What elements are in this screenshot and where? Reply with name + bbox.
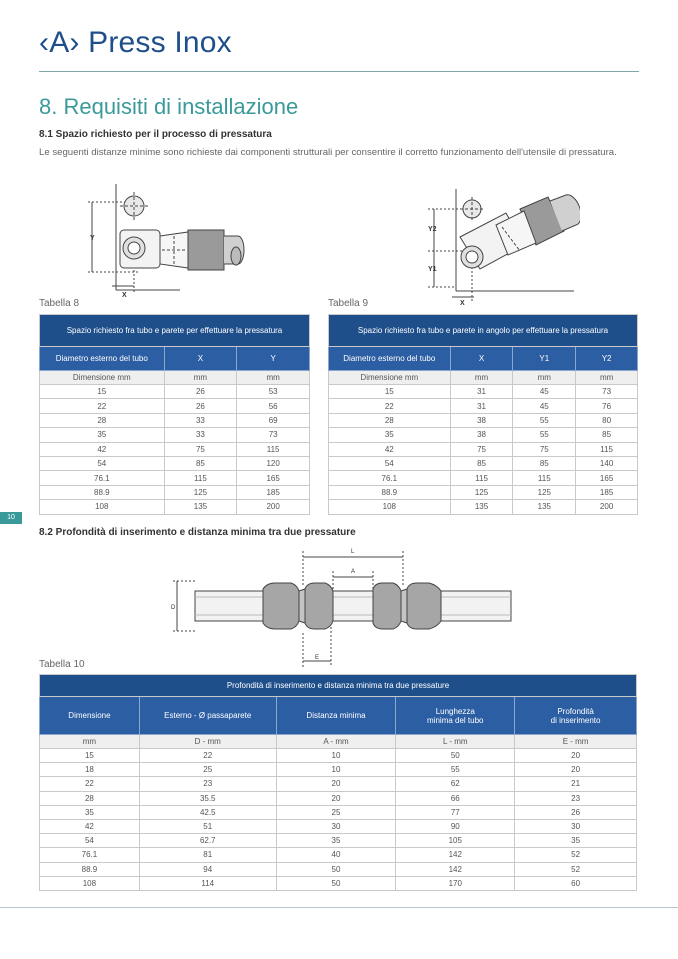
table-cell: 22 (40, 399, 165, 413)
table-cell: 45 (513, 399, 576, 413)
table-row (40, 500, 310, 514)
table-cell: 28 (40, 413, 165, 427)
table9 (328, 314, 638, 515)
table-cell: 114 (139, 876, 276, 890)
table-row (40, 805, 637, 819)
table-cell: 88.9 (40, 485, 165, 499)
table-cell: 20 (276, 777, 396, 791)
table-cell: 54 (40, 834, 140, 848)
table-row (40, 456, 310, 470)
table-cell: 120 (237, 456, 310, 470)
label-a: A (351, 569, 356, 575)
table-cell: 105 (396, 834, 515, 848)
table-cell: 33 (164, 413, 237, 427)
table-cell: 31 (450, 385, 513, 399)
table-row (329, 428, 638, 442)
table-cell: 77 (396, 805, 515, 819)
table-cell: 28 (40, 791, 140, 805)
table-row (40, 791, 637, 805)
table9-unit: Dimensione mm (329, 371, 451, 385)
table-cell: 115 (576, 442, 638, 456)
table-cell: 50 (276, 862, 396, 876)
table-cell: 200 (576, 500, 638, 514)
table-cell: 66 (396, 791, 515, 805)
table-row (40, 485, 310, 499)
table-row (329, 413, 638, 427)
table10-header-min-distance: Distanza minima (276, 697, 396, 735)
table-cell: 35.5 (139, 791, 276, 805)
table-cell: 45 (513, 385, 576, 399)
table10-unit: L - mm (396, 735, 515, 749)
table-cell: 10 (276, 749, 396, 763)
table10-header-min-length: Lunghezza minima del tubo (396, 697, 515, 735)
table-cell: 94 (139, 862, 276, 876)
table-cell: 69 (237, 413, 310, 427)
table-cell: 35 (329, 428, 451, 442)
table-cell: 135 (164, 500, 237, 514)
table9-header-diameter: Diametro esterno del tubo (329, 347, 451, 371)
table-row (40, 399, 310, 413)
table-cell: 90 (396, 819, 515, 833)
table-cell: 60 (515, 876, 637, 890)
table9-caption: Tabella 9 (328, 298, 369, 309)
table-row (40, 834, 637, 848)
table-cell: 22 (40, 777, 140, 791)
table10-title: Profondità di inserimento e distanza minima tra due pressature (40, 675, 637, 697)
table-cell: 35 (276, 834, 396, 848)
table-cell: 55 (396, 763, 515, 777)
table10-caption: Tabella 10 (39, 659, 85, 670)
table-cell: 54 (40, 456, 165, 470)
diagram-corner-clearance (420, 185, 580, 307)
table-cell: 115 (164, 471, 237, 485)
table-cell: 80 (576, 413, 638, 427)
table-cell: 22 (329, 399, 451, 413)
table9-unit: mm (450, 371, 513, 385)
table10-header-dimension: Dimensione (40, 697, 140, 735)
table9-title: Spazio richiesto fra tubo e parete in angolo per effettuare la pressatura (329, 315, 638, 347)
table-row (329, 471, 638, 485)
table-cell: 142 (396, 848, 515, 862)
table-row (329, 442, 638, 456)
table-cell: 52 (515, 848, 637, 862)
table10-unit: D - mm (139, 735, 276, 749)
table-cell: 35 (40, 428, 165, 442)
table-cell: 35 (515, 834, 637, 848)
table-cell: 54 (329, 456, 451, 470)
table8 (39, 314, 310, 515)
table9-header-x: X (450, 347, 513, 371)
table-cell: 23 (139, 777, 276, 791)
table-row (40, 819, 637, 833)
table-cell: 73 (237, 428, 310, 442)
table-row (40, 749, 637, 763)
diagram-wall-clearance (80, 180, 250, 302)
table-cell: 25 (139, 763, 276, 777)
table-cell: 38 (450, 428, 513, 442)
table-cell: 85 (513, 456, 576, 470)
table-cell: 55 (513, 413, 576, 427)
section-title: 8. Requisiti di installazione (39, 94, 299, 119)
table-cell: 125 (450, 485, 513, 499)
table-cell: 75 (513, 442, 576, 456)
table-cell: 185 (237, 485, 310, 499)
footer-divider (0, 907, 678, 908)
table8-unit: mm (237, 371, 310, 385)
table-cell: 42 (329, 442, 451, 456)
table-row (40, 442, 310, 456)
table-row (40, 413, 310, 427)
page-number: 10 (0, 512, 22, 524)
table-cell: 62.7 (139, 834, 276, 848)
table-cell: 85 (164, 456, 237, 470)
table-cell: 35 (40, 805, 140, 819)
table-cell: 15 (40, 749, 140, 763)
table-cell: 42 (40, 442, 165, 456)
table-row (329, 456, 638, 470)
table-row (329, 385, 638, 399)
table-cell: 26 (164, 399, 237, 413)
table-cell: 23 (515, 791, 637, 805)
table-cell: 165 (576, 471, 638, 485)
table-cell: 115 (450, 471, 513, 485)
table-cell: 30 (515, 819, 637, 833)
table10-unit: E - mm (515, 735, 637, 749)
table-cell: 165 (237, 471, 310, 485)
table-cell: 81 (139, 848, 276, 862)
label-x: X (122, 292, 127, 299)
header-divider (39, 71, 639, 72)
table-cell: 55 (513, 428, 576, 442)
table-row (40, 848, 637, 862)
table-cell: 30 (276, 819, 396, 833)
table-cell: 10 (276, 763, 396, 777)
table-cell: 21 (515, 777, 637, 791)
table-cell: 53 (237, 385, 310, 399)
table-cell: 125 (513, 485, 576, 499)
table8-caption: Tabella 8 (39, 298, 80, 309)
table-cell: 22 (139, 749, 276, 763)
table-row (329, 399, 638, 413)
table-cell: 51 (139, 819, 276, 833)
table8-header-diameter: Diametro esterno del tubo (40, 347, 165, 371)
table-cell: 75 (450, 442, 513, 456)
table-row (40, 777, 637, 791)
table8-unit: mm (164, 371, 237, 385)
table-cell: 38 (450, 413, 513, 427)
table9-header-y1: Y1 (513, 347, 576, 371)
table10-unit: A - mm (276, 735, 396, 749)
subsection-8-1-text: Le seguenti distanze minime sono richieste dai componenti strutturali per consentire il corretto funzionamento dell'utensile di pressatura. (39, 147, 617, 158)
table10-header-external: Esterno - Ø passaparete (139, 697, 276, 735)
table-cell: 20 (515, 749, 637, 763)
table-row (40, 862, 637, 876)
table-cell: 115 (513, 471, 576, 485)
table-cell: 31 (450, 399, 513, 413)
table-cell: 85 (450, 456, 513, 470)
table-cell: 56 (237, 399, 310, 413)
table-row (40, 385, 310, 399)
table8-header-y: Y (237, 347, 310, 371)
table-cell: 52 (515, 862, 637, 876)
table9-header-y2: Y2 (576, 347, 638, 371)
label-y: Y (90, 235, 95, 242)
table-cell: 76.1 (40, 848, 140, 862)
table10-header-insertion-depth: Profondità di inserimento (515, 697, 637, 735)
table9-unit: mm (576, 371, 638, 385)
table-cell: 25 (276, 805, 396, 819)
table-cell: 15 (329, 385, 451, 399)
table-cell: 142 (396, 862, 515, 876)
table9-unit: mm (513, 371, 576, 385)
table-cell: 135 (513, 500, 576, 514)
label-l: L (351, 549, 355, 555)
table-row (329, 500, 638, 514)
table-cell: 200 (237, 500, 310, 514)
table-cell: 115 (237, 442, 310, 456)
table-cell: 20 (515, 763, 637, 777)
table-cell: 76.1 (40, 471, 165, 485)
table10-unit: mm (40, 735, 140, 749)
table-cell: 108 (40, 500, 165, 514)
table8-unit: Dimensione mm (40, 371, 165, 385)
table-cell: 26 (515, 805, 637, 819)
table-cell: 28 (329, 413, 451, 427)
table-row (40, 763, 637, 777)
table-cell: 170 (396, 876, 515, 890)
table-cell: 40 (276, 848, 396, 862)
table-cell: 76.1 (329, 471, 451, 485)
label-d: D (171, 605, 176, 611)
table-cell: 33 (164, 428, 237, 442)
table-row (329, 485, 638, 499)
table-cell: 73 (576, 385, 638, 399)
table-cell: 108 (329, 500, 451, 514)
table-cell: 50 (396, 749, 515, 763)
brand-title: ‹A› Press Inox (39, 26, 232, 59)
table-cell: 20 (276, 791, 396, 805)
table-cell: 15 (40, 385, 165, 399)
subsection-8-2-title: 8.2 Profondità di inserimento e distanza minima tra due pressature (39, 527, 356, 538)
table-cell: 125 (164, 485, 237, 499)
label-x: X (460, 300, 465, 307)
table-cell: 76 (576, 399, 638, 413)
table-cell: 26 (164, 385, 237, 399)
table-cell: 50 (276, 876, 396, 890)
table-row (40, 471, 310, 485)
subsection-8-1-title: 8.1 Spazio richiesto per il processo di pressatura (39, 129, 272, 140)
table-cell: 108 (40, 876, 140, 890)
diagram-insertion-depth (165, 543, 530, 668)
table-cell: 85 (576, 428, 638, 442)
table10 (39, 674, 637, 891)
label-y2: Y2 (428, 226, 437, 233)
label-y1: Y1 (428, 266, 437, 273)
table-row (40, 428, 310, 442)
table-cell: 18 (40, 763, 140, 777)
table-row (40, 876, 637, 890)
table8-title: Spazio richiesto fra tubo e parete per effettuare la pressatura (40, 315, 310, 347)
table-cell: 185 (576, 485, 638, 499)
table-cell: 88.9 (329, 485, 451, 499)
table-cell: 75 (164, 442, 237, 456)
table-cell: 135 (450, 500, 513, 514)
table-cell: 88.9 (40, 862, 140, 876)
table-cell: 42.5 (139, 805, 276, 819)
table-cell: 140 (576, 456, 638, 470)
label-e: E (315, 655, 320, 661)
table-cell: 42 (40, 819, 140, 833)
table8-header-x: X (164, 347, 237, 371)
table-cell: 62 (396, 777, 515, 791)
